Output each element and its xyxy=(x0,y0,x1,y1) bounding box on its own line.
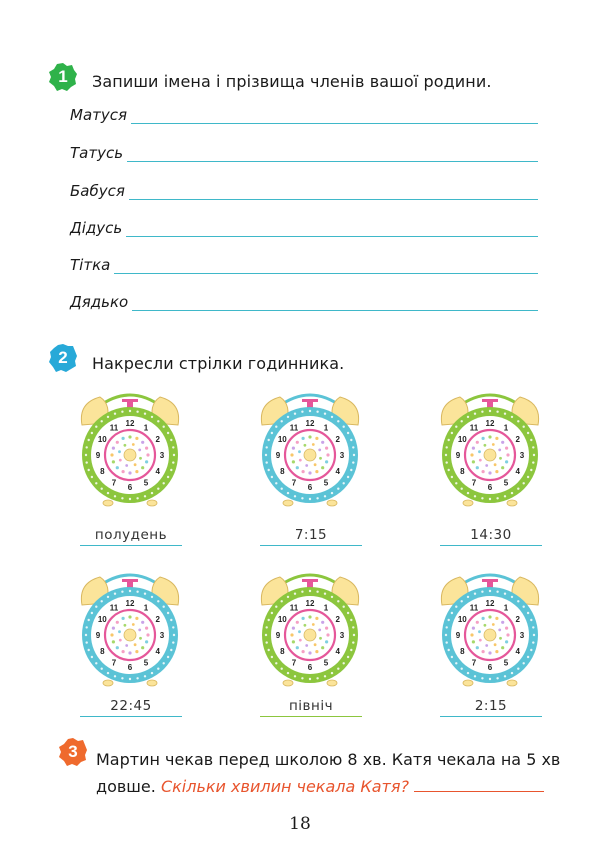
family-row xyxy=(70,213,538,239)
alarm-clock-icon xyxy=(70,385,190,515)
svg-text:12: 12 xyxy=(125,419,135,428)
task3-badge xyxy=(58,737,88,767)
family-row-label: Дідусь xyxy=(70,219,123,237)
alarm-clock-icon xyxy=(250,385,370,515)
alarm-clock[interactable] xyxy=(70,385,190,515)
family-row-write-line[interactable] xyxy=(131,123,538,124)
clock-caption-line xyxy=(80,716,182,717)
svg-text:9: 9 xyxy=(95,451,101,460)
svg-text:6: 6 xyxy=(127,663,133,672)
svg-text:5: 5 xyxy=(143,478,149,488)
family-row xyxy=(70,138,538,164)
svg-text:1: 1 xyxy=(323,423,329,433)
alarm-clock-icon xyxy=(430,385,550,515)
svg-text:2: 2 xyxy=(515,615,520,624)
family-row-label: Матуся xyxy=(70,106,128,124)
svg-text:3: 3 xyxy=(159,451,165,460)
task3-number: 3 xyxy=(68,742,78,761)
svg-text:7: 7 xyxy=(291,658,297,668)
svg-text:10: 10 xyxy=(97,615,107,624)
alarm-clock[interactable] xyxy=(430,385,550,515)
svg-text:12: 12 xyxy=(305,599,315,608)
svg-text:8: 8 xyxy=(460,647,465,656)
clock-caption-line xyxy=(440,716,542,717)
task1-title: Запиши імена і прізвища членів вашої родини. xyxy=(92,72,492,91)
alarm-clock-icon xyxy=(250,565,370,695)
task1-badge xyxy=(48,62,78,92)
task2-number: 2 xyxy=(58,348,68,367)
svg-text:9: 9 xyxy=(95,631,101,640)
svg-text:10: 10 xyxy=(97,435,107,444)
svg-text:8: 8 xyxy=(100,467,105,476)
svg-text:12: 12 xyxy=(125,599,135,608)
clock-caption-line xyxy=(440,545,542,546)
svg-text:5: 5 xyxy=(143,658,149,668)
svg-text:1: 1 xyxy=(503,603,509,613)
svg-text:12: 12 xyxy=(485,599,495,608)
svg-text:4: 4 xyxy=(335,647,340,656)
svg-text:1: 1 xyxy=(143,423,149,433)
svg-text:10: 10 xyxy=(277,435,287,444)
clock-caption: 7:15 xyxy=(294,527,328,543)
task3-question: Скільки хвилин чекала Катя? xyxy=(160,777,409,796)
svg-text:2: 2 xyxy=(515,435,520,444)
svg-text:10: 10 xyxy=(457,615,467,624)
svg-text:4: 4 xyxy=(155,467,160,476)
family-row xyxy=(70,176,538,202)
task3-line1: Мартин чекав перед школою 8 хв. Катя чекала на 5 хв xyxy=(96,750,561,769)
family-row-label: Бабуся xyxy=(70,182,125,200)
svg-text:3: 3 xyxy=(339,631,345,640)
svg-text:9: 9 xyxy=(275,631,281,640)
svg-text:12: 12 xyxy=(485,419,495,428)
svg-text:7: 7 xyxy=(471,658,477,668)
clock-caption-line xyxy=(260,716,362,717)
clock-caption: 22:45 xyxy=(110,698,152,714)
clock-caption: 2:15 xyxy=(474,698,508,714)
svg-text:7: 7 xyxy=(291,478,297,488)
svg-text:7: 7 xyxy=(471,478,477,488)
svg-text:2: 2 xyxy=(335,435,340,444)
alarm-clock-icon xyxy=(430,565,550,695)
svg-text:11: 11 xyxy=(289,603,299,613)
svg-text:11: 11 xyxy=(289,423,299,433)
svg-text:8: 8 xyxy=(280,647,285,656)
svg-text:5: 5 xyxy=(323,658,329,668)
alarm-clock[interactable] xyxy=(250,565,370,695)
alarm-clock[interactable] xyxy=(250,385,370,515)
svg-text:10: 10 xyxy=(277,615,287,624)
svg-text:11: 11 xyxy=(469,603,479,613)
task2-badge xyxy=(48,343,78,373)
svg-text:9: 9 xyxy=(455,451,461,460)
svg-text:11: 11 xyxy=(469,423,479,433)
clock-caption-line xyxy=(260,545,362,546)
svg-text:6: 6 xyxy=(127,483,133,492)
svg-text:3: 3 xyxy=(159,631,165,640)
family-row xyxy=(70,287,538,313)
svg-text:6: 6 xyxy=(307,483,313,492)
alarm-clock[interactable] xyxy=(70,565,190,695)
task3-line2 xyxy=(96,777,544,796)
family-row-write-line[interactable] xyxy=(127,161,538,162)
svg-text:4: 4 xyxy=(515,467,520,476)
svg-text:8: 8 xyxy=(280,467,285,476)
clock-caption-line xyxy=(80,545,182,546)
svg-text:12: 12 xyxy=(305,419,315,428)
svg-text:1: 1 xyxy=(503,423,509,433)
svg-text:6: 6 xyxy=(487,483,493,492)
task3-text: довше. xyxy=(96,777,156,796)
svg-text:11: 11 xyxy=(109,423,119,433)
svg-text:4: 4 xyxy=(155,647,160,656)
family-row-write-line[interactable] xyxy=(114,273,538,274)
svg-text:3: 3 xyxy=(339,451,345,460)
clock-caption: 14:30 xyxy=(470,527,512,543)
svg-text:7: 7 xyxy=(111,658,117,668)
alarm-clock-icon xyxy=(70,565,190,695)
clock-caption: північ xyxy=(288,698,334,714)
family-row xyxy=(70,100,538,126)
svg-text:5: 5 xyxy=(503,658,509,668)
svg-text:6: 6 xyxy=(307,663,313,672)
svg-text:1: 1 xyxy=(323,603,329,613)
svg-text:5: 5 xyxy=(323,478,329,488)
family-row-label: Тітка xyxy=(70,256,111,274)
svg-text:4: 4 xyxy=(335,467,340,476)
task2-title: Накресли стрілки годинника. xyxy=(92,354,345,373)
svg-text:8: 8 xyxy=(100,647,105,656)
svg-text:9: 9 xyxy=(455,631,461,640)
svg-text:11: 11 xyxy=(109,603,119,613)
task3-answer-line[interactable] xyxy=(414,777,544,792)
task1-number: 1 xyxy=(58,67,68,86)
family-row-label: Дядько xyxy=(70,293,129,311)
svg-text:1: 1 xyxy=(143,603,149,613)
svg-text:2: 2 xyxy=(155,615,160,624)
svg-text:9: 9 xyxy=(275,451,281,460)
svg-text:8: 8 xyxy=(460,467,465,476)
alarm-clock[interactable] xyxy=(430,565,550,695)
svg-text:3: 3 xyxy=(519,631,525,640)
svg-text:10: 10 xyxy=(457,435,467,444)
svg-text:5: 5 xyxy=(503,478,509,488)
family-row-write-line[interactable] xyxy=(126,236,538,237)
family-row-write-line[interactable] xyxy=(132,310,538,311)
svg-text:7: 7 xyxy=(111,478,117,488)
clock-caption: полудень xyxy=(94,527,168,543)
family-row-write-line[interactable] xyxy=(129,199,538,200)
svg-text:2: 2 xyxy=(155,435,160,444)
family-row-label: Татусь xyxy=(70,144,124,162)
svg-text:3: 3 xyxy=(519,451,525,460)
svg-text:4: 4 xyxy=(515,647,520,656)
page-number: 18 xyxy=(289,814,311,834)
family-row xyxy=(70,250,538,276)
svg-text:6: 6 xyxy=(487,663,493,672)
svg-text:2: 2 xyxy=(335,615,340,624)
